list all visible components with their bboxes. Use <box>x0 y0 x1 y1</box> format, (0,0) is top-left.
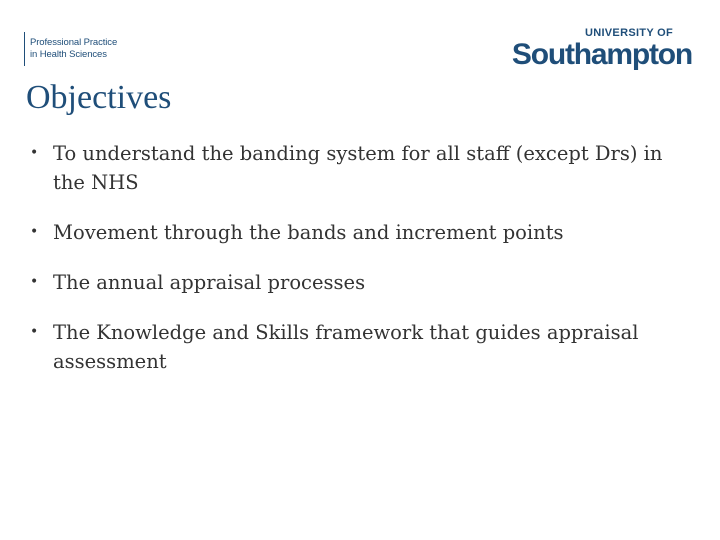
bullet-icon: • <box>30 145 39 161</box>
list-item <box>26 218 696 247</box>
list-item-text: The annual appraisal processes <box>53 271 366 294</box>
list-item <box>26 268 696 297</box>
university-logo <box>512 27 692 70</box>
department-line-2: in Health Sciences <box>30 49 107 60</box>
bullet-icon: • <box>30 324 39 340</box>
list-item-text: Movement through the bands and increment points <box>53 221 564 244</box>
list-item <box>26 139 696 197</box>
objectives-list <box>26 139 696 397</box>
logo-southampton: Southampton <box>511 38 692 71</box>
department-brand <box>24 32 117 66</box>
list-item-text: To understand the banding system for all staff (except Drs) in the NHS <box>53 142 663 194</box>
logo-university-of: UNIVERSITY OF <box>584 27 673 39</box>
list-item-text: The Knowledge and Skills framework that guides appraisal assessment <box>53 321 639 373</box>
bullet-icon: • <box>30 274 39 290</box>
bullet-icon: • <box>30 224 39 240</box>
list-item <box>26 318 696 376</box>
department-line-1: Professional Practice <box>30 37 118 48</box>
slide-title: Objectives <box>26 79 172 116</box>
